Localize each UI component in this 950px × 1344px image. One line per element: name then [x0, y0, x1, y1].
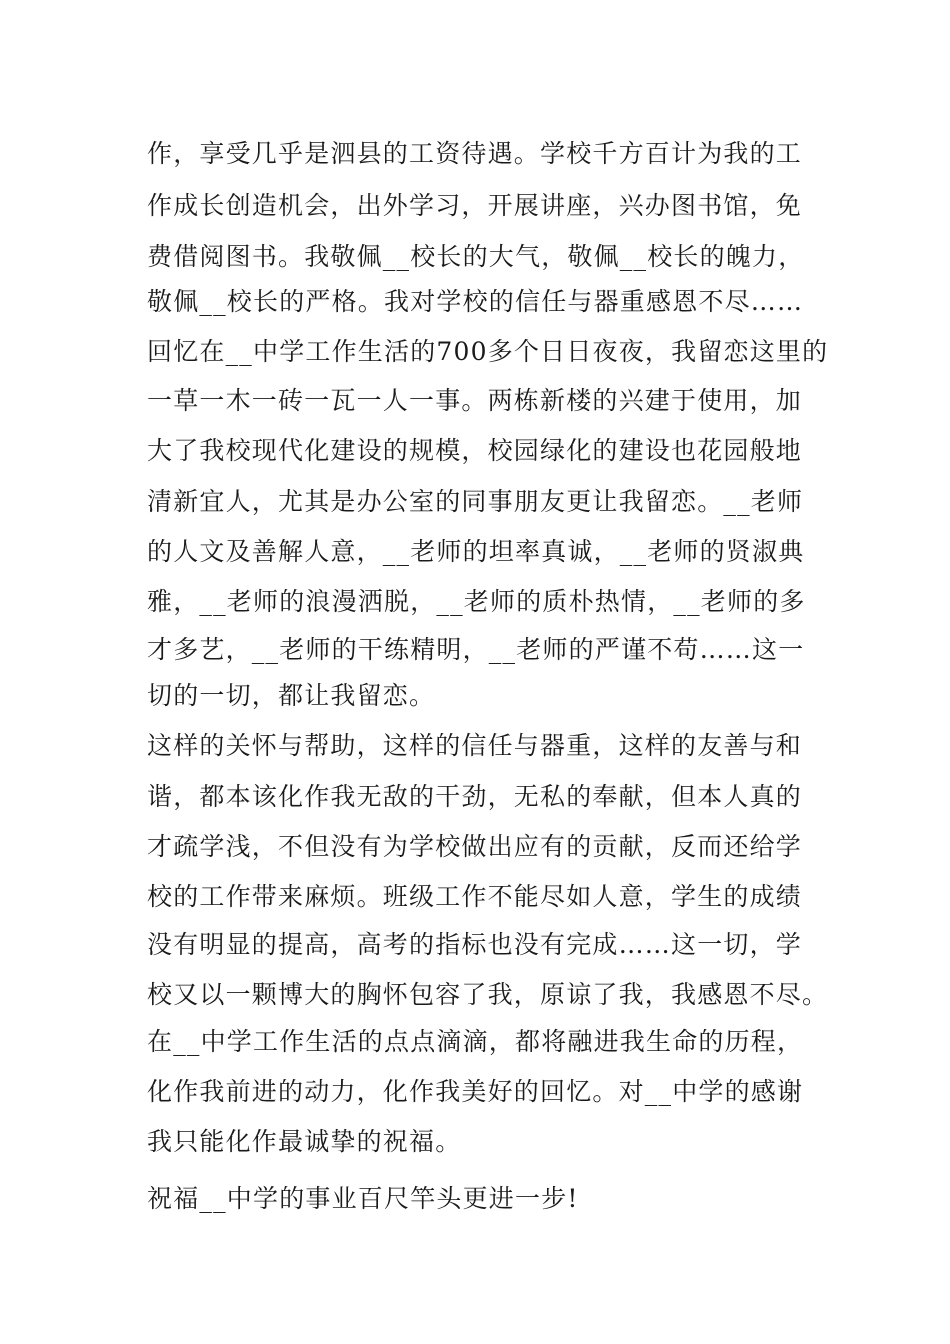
text-line: 雅，__老师的浪漫洒脱，__老师的质朴热情，__老师的多: [147, 587, 806, 616]
text-line: 的人文及善解人意，__老师的坦率真诚，__老师的贤淑典: [147, 537, 805, 566]
text-line: 我只能化作最诚挚的祝福。: [147, 1127, 462, 1156]
text-line: 一草一木一砖一瓦一人一事。两栋新楼的兴建于使用，加: [147, 386, 803, 415]
text-line: 校又以一颗博大的胸怀包容了我，原谅了我，我感恩不尽。: [147, 980, 829, 1009]
text-line: 化作我前进的动力，化作我美好的回忆。对__中学的感谢: [147, 1077, 804, 1106]
text-line: 作成长创造机会，出外学习，开展讲座，兴办图书馆，免: [147, 191, 803, 220]
text-line: 费借阅图书。我敬佩__校长的大气，敬佩__校长的魄力，: [147, 242, 805, 271]
text-line: 切的一切，都让我留恋。: [147, 681, 436, 710]
text-line: 校的工作带来麻烦。班级工作不能尽如人意，学生的成绩: [147, 882, 803, 911]
text-line: 清新宜人，尤其是办公室的同事朋友更让我留恋。__老师: [147, 487, 804, 516]
text-line: 大了我校现代化建设的规模，校园绿化的建设也花园般地: [147, 436, 803, 465]
text-line: 才疏学浅，不但没有为学校做出应有的贡献，反而还给学: [147, 832, 803, 861]
text-line: 回忆在__中学工作生活的700多个日日夜夜，我留恋这里的: [147, 337, 829, 366]
text-line: 这样的关怀与帮助，这样的信任与器重，这样的友善与和: [147, 731, 803, 760]
text-line: 作，享受几乎是泗县的工资待遇。学校千方百计为我的工: [147, 139, 803, 168]
text-line: 祝福__中学的事业百尺竿头更进一步!: [147, 1184, 579, 1213]
text-line: 谐，都本该化作我无敌的干劲，无私的奉献，但本人真的: [147, 782, 803, 811]
text-line: 在__中学工作生活的点点滴滴，都将融进我生命的历程，: [147, 1027, 804, 1056]
text-line: 没有明显的提高，高考的指标也没有完成……这一切，学: [147, 930, 803, 959]
text-line: 才多艺，__老师的干练精明，__老师的严谨不苟……这一: [147, 635, 805, 664]
text-line: 敬佩__校长的严格。我对学校的信任与器重感恩不尽……: [147, 287, 804, 316]
